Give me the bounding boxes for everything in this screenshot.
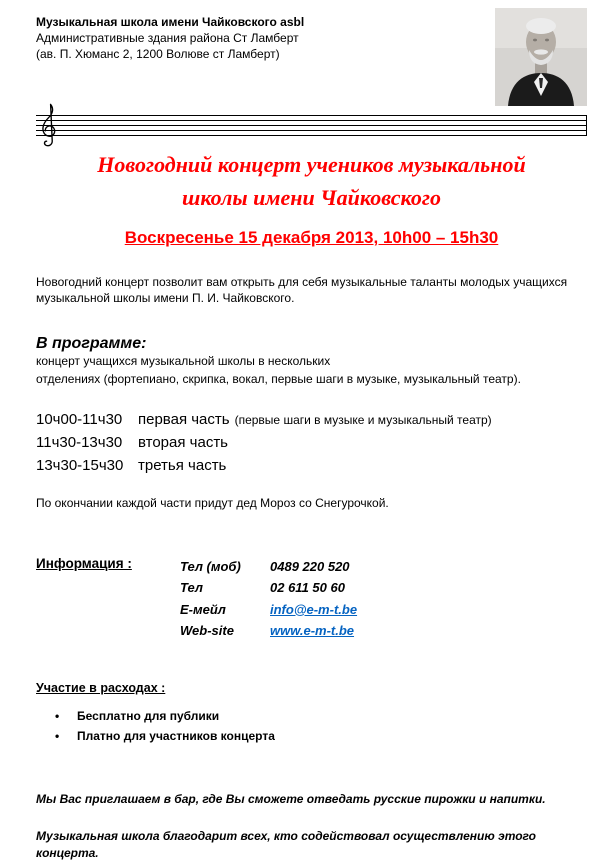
- treble-clef-icon: [38, 102, 60, 150]
- schedule-part: первая часть: [138, 410, 230, 428]
- bullet-icon: •: [55, 729, 60, 744]
- footer-line-2: Музыкальная школа благодарит всех, кто содействовал осуществлению этого концерта.: [36, 828, 536, 860]
- info-value-phone-mobile: 0489 220 520: [270, 558, 350, 574]
- address-line-2: (ав. П. Хюманс 2, 1200 Волюве ст Ламберт): [36, 47, 280, 62]
- staff-barline: [586, 115, 587, 136]
- info-rows: [180, 556, 357, 642]
- concert-title: [36, 148, 587, 214]
- program-heading: В программе:: [36, 335, 147, 353]
- staff-line: [36, 115, 587, 116]
- tchaikovsky-portrait-photo: [495, 8, 587, 106]
- schedule-part: вторая часть: [138, 434, 228, 452]
- list-item: [55, 727, 587, 747]
- header: [36, 14, 466, 63]
- schedule-row: [36, 408, 587, 431]
- schedule-time: 11ч30-13ч30: [36, 434, 123, 452]
- portrait-illustration: [495, 8, 587, 106]
- bullet-icon: •: [55, 709, 60, 724]
- info-section: [36, 556, 587, 642]
- schedule: [36, 408, 587, 478]
- participation-heading: Участие в расходах :: [36, 681, 166, 696]
- staff-line: [36, 120, 587, 121]
- schedule-time: 13ч30-15ч30: [36, 457, 124, 475]
- list-item: [55, 707, 587, 727]
- schedule-row: [36, 454, 587, 477]
- after-note: По окончании каждой части придут дед Мороз со Снегурочкой.: [36, 495, 389, 510]
- intro-paragraph: Новогодний концерт позволит вам открыть для себя музыкальные таланты молодых учащихся музыкальной школы имени П. И. Чайковского.: [36, 274, 568, 306]
- info-heading: Информация :: [36, 555, 132, 571]
- program-description-line2: отделениях (фортепиано, скрипка, вокал, первые шаги в музыке, музыкальный театр).: [36, 371, 521, 386]
- footer-line-1: Мы Вас приглашаем в бар, где Вы сможете отведать русские пирожки и напитки.: [36, 792, 546, 807]
- program-description-line1: концерт учащихся музыкальной школы в нескольких: [36, 354, 331, 369]
- info-row: [180, 620, 357, 641]
- website-link[interactable]: www.e-m-t.be: [270, 623, 355, 638]
- info-row: [180, 599, 357, 620]
- schedule-time: 10ч00-11ч30: [36, 410, 123, 428]
- concert-title-line1: Новогодний концерт учеников музыкальной: [97, 151, 526, 177]
- music-staff: [36, 115, 587, 136]
- info-row: [180, 556, 357, 577]
- staff-line: [36, 135, 587, 136]
- info-label-email: Е-мейл: [180, 601, 226, 617]
- info-value-phone: 02 611 50 60: [270, 580, 345, 596]
- concert-title-line2: школы имени Чайковского: [182, 184, 441, 210]
- school-name: Музыкальная школа имени Чайковского asbl: [36, 15, 305, 29]
- info-label-phone-mobile: Тел (моб): [180, 558, 241, 574]
- address-line-1: Административные здания района Ст Ламберт: [36, 31, 299, 46]
- list-item-label: Бесплатно для публики: [77, 709, 220, 724]
- schedule-row: [36, 431, 587, 454]
- concert-date: Воскресенье 15 декабря 2013, 10h00 – 15h30: [124, 227, 499, 247]
- participation-list: [55, 707, 587, 747]
- staff-line: [36, 130, 587, 131]
- schedule-part: третья часть: [138, 457, 227, 475]
- schedule-note: (первые шаги в музыке и музыкальный театр): [234, 412, 492, 427]
- info-label-website: Web-site: [180, 623, 234, 638]
- info-row: [180, 577, 357, 598]
- info-label-phone: Тел: [180, 580, 203, 596]
- staff-line: [36, 125, 587, 126]
- list-item-label: Платно для участников концерта: [77, 729, 275, 744]
- email-link[interactable]: info@e-m-t.be: [270, 601, 358, 617]
